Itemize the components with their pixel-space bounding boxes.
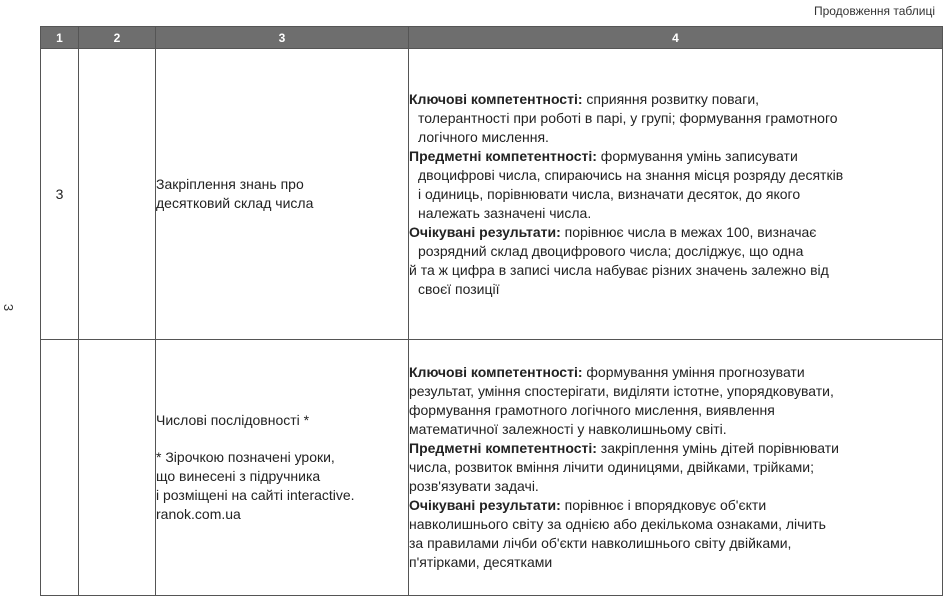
topic-title: Числові послідовності *: [156, 412, 310, 428]
topic-note-line: * Зірочкою позначені уроки,: [156, 449, 335, 465]
empty-cell: [79, 49, 156, 340]
topic-line: десятковий склад числа: [156, 195, 314, 211]
table-row: [41, 49, 943, 340]
expected-results: Очікувані результати: порівнює і впорядковує об'єкти: [409, 497, 767, 513]
topic-note-line: ranok.com.ua: [156, 506, 241, 522]
lesson-topic-cell: [156, 340, 409, 596]
key-competencies-label: Ключові компетентності:: [409, 364, 583, 380]
expected-results: Очікувані результати: порівнює числа в межах 100, визначає: [409, 223, 817, 240]
lesson-number-cell: 3: [41, 49, 79, 340]
topic-note-line: що винесені з підручника: [156, 468, 321, 484]
subject-competencies: Предметні компетентності: формування умінь записувати: [409, 147, 798, 164]
subject-competencies-label: Предметні компетентності:: [409, 147, 597, 164]
lesson-topic-cell: [156, 49, 409, 340]
key-competencies-label: Ключові компетентності:: [409, 90, 583, 107]
table-row: [41, 340, 943, 596]
column-header-1: 1: [41, 27, 79, 49]
column-header-2: 2: [79, 27, 156, 49]
key-competencies: Ключові компетентності: формування уміння прогнозувати: [409, 364, 805, 380]
column-header-4: 4: [409, 27, 943, 49]
competencies-cell: Ключові компетентності: формування уміння прогнозувати результат, уміння спостерігати, виділяти істотне, упорядковувати, формування грамотного логічного мислення, виявлення математичної залежності у навколишньому світі. Предметні компетентності: закріплення умінь дітей порівнювати числа, розвиток вміння лічити одиницями, двійками, трійками; розв'язувати задачі. Очікувані результати: порівнює і впорядковує об'єкти навколишнього світу за однією або декількома ознаками, лічить за правилами лічби об'єкти навколишнього світу двійками, п'ятірками, десятками: [409, 340, 943, 596]
topic-line: Закріплення знань про: [156, 176, 304, 192]
expected-results-label: Очікувані результати:: [409, 497, 561, 513]
subject-competencies-label: Предметні компетентності:: [409, 440, 597, 456]
column-header-3: 3: [156, 27, 409, 49]
expected-results-label: Очікувані результати:: [409, 223, 561, 240]
topic-note-line: і розміщені на сайті interactive.: [156, 487, 355, 503]
lesson-table: [40, 26, 943, 596]
empty-cell: [79, 340, 156, 596]
key-competencies: Ключові компетентності: сприяння розвитку поваги,: [409, 90, 760, 107]
table-continued-label: Продовження таблиці: [813, 4, 935, 18]
competencies-cell: Ключові компетентності: сприяння розвитку поваги, толерантності при роботі в парі, у групі; формування грамотного логічного мислення. Предметні компетентності: формування умінь записувати двоцифрові числа, спираючись на знання місця розряду десятків і одиниць, порівнювати числа, визначати десяток, до якого належать зазначені числа. Очікувані результати: порівнює числа в межах 100, визначає розрядний склад двоцифрового числа; досліджує, що одна й та ж цифра в записі числа набуває різних значень залежно від своєї позиції: [409, 49, 943, 340]
table-header-row: [41, 27, 943, 49]
lesson-number-cell: [41, 340, 79, 596]
subject-competencies: Предметні компетентності: закріплення умінь дітей порівнювати: [409, 440, 839, 456]
page-number: 3: [1, 303, 17, 312]
